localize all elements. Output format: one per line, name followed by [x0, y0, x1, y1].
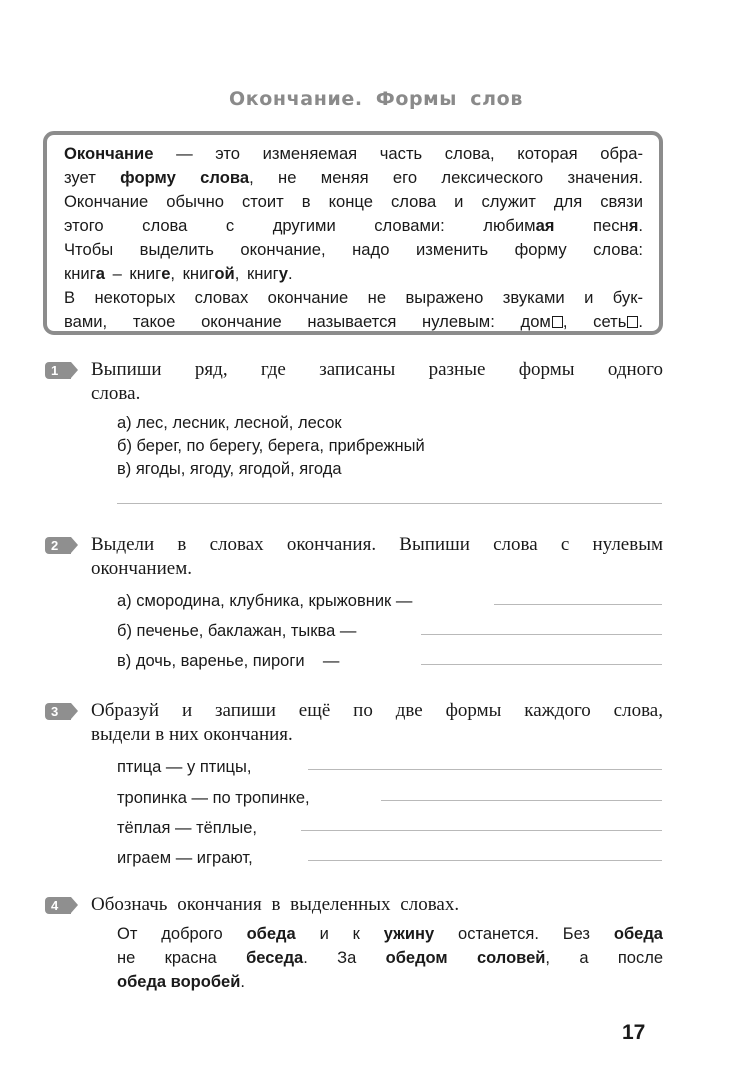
rule-box	[43, 131, 663, 335]
rule-text: , книг	[234, 264, 279, 283]
task-2-option-b: б) печенье, баклажан, тыква —	[117, 622, 357, 640]
rule-text: , сеть	[562, 312, 627, 331]
rule-line-4	[64, 214, 643, 238]
proverb-text: .	[240, 973, 245, 991]
rule-text: песн	[554, 216, 629, 235]
task-1-text-line-1: Выпиши ряд, где записаны разные формы одного	[91, 359, 663, 380]
task-3-row-4: играем — играют,	[117, 849, 253, 867]
task-2-answer-line-b[interactable]	[421, 634, 662, 635]
proverb-text: останется. Без	[434, 925, 614, 943]
rule-text: этого слова с другими словами: любим	[64, 216, 536, 235]
highlighted-word: обеда воробей	[117, 973, 241, 991]
rule-text: .	[638, 216, 643, 235]
task-3-badge	[45, 703, 71, 720]
rule-ending: ой	[214, 264, 235, 283]
task-2-answer-line-c[interactable]	[421, 664, 662, 665]
task-3-answer-line-1[interactable]	[308, 769, 662, 770]
highlighted-word: обеда	[246, 925, 296, 943]
task-2-badge	[45, 537, 71, 554]
rule-term: форму слова	[120, 168, 250, 187]
highlighted-word: обеда	[613, 925, 663, 943]
rule-line-7: В некоторых словах окончание не выражено звуками и бук-	[64, 288, 643, 307]
proverb-text: . За	[303, 949, 386, 967]
task-3-text-line-2: выдели в них окончания.	[91, 724, 293, 745]
task-2-text-line-1: Выдели в словах окончания. Выпиши слова с нулевым	[91, 534, 663, 555]
task-2-option-a: а) смородина, клубника, крыжовник —	[117, 592, 413, 610]
proverb-text: , а после	[545, 949, 663, 967]
rule-line-5: Чтобы выделить окончание, надо изменить форму слова:	[64, 240, 643, 259]
rule-text: – книг	[104, 264, 162, 283]
rule-text: , не меняя его лексического значения.	[249, 168, 644, 187]
proverb-text: и к	[295, 925, 384, 943]
rule-text: книг	[64, 264, 96, 283]
task-4-text-line-1: Обозначь окончания в выделенных словах.	[91, 894, 460, 915]
rule-ending: я	[628, 216, 639, 235]
rule-ending: у	[278, 264, 288, 283]
rule-text: вами, такое окончание называется нулевым: дом	[64, 312, 551, 331]
task-1-answer-line[interactable]	[117, 503, 662, 504]
zero-ending-box	[627, 316, 638, 328]
task-3-row-2: тропинка — по тропинке,	[117, 789, 310, 807]
proverb-text: не красна	[117, 949, 247, 967]
proverb-line-1	[117, 922, 663, 946]
task-1-number: 1	[51, 363, 59, 378]
task-2-number: 2	[51, 538, 59, 553]
rule-line-6	[64, 262, 643, 286]
highlighted-word: беседа	[246, 949, 304, 967]
proverb-text: От доброго	[117, 925, 247, 943]
task-2-option-c: в) дочь, варенье, пироги —	[117, 652, 340, 670]
task-1-badge	[45, 362, 71, 379]
rule-text: зует	[64, 168, 121, 187]
highlighted-word: обедом соловей	[385, 949, 546, 967]
rule-ending: ая	[535, 216, 555, 235]
task-2-text-line-2: окончанием.	[91, 558, 192, 579]
task-3-row-3: тёплая — тёплые,	[117, 819, 257, 837]
rule-text: — это изменяемая часть слова, которая обра-	[153, 144, 643, 163]
rule-text: , книг	[170, 264, 215, 283]
task-3-answer-line-4[interactable]	[308, 860, 662, 861]
task-3-text-line-1: Образуй и запиши ещё по две формы каждого слова,	[91, 700, 663, 721]
rule-line-2	[64, 166, 643, 190]
highlighted-word: ужину	[383, 925, 435, 943]
task-1-text-line-2: слова.	[91, 383, 141, 404]
proverb-line-2	[117, 946, 663, 970]
task-1-option-b: б) берег, по берегу, берега, прибрежный	[117, 437, 425, 455]
task-4-number: 4	[51, 898, 59, 913]
proverb-line-3	[117, 970, 663, 994]
rule-ending: а	[95, 264, 105, 283]
rule-line-3: Окончание обычно стоит в конце слова и служит для связи	[64, 192, 643, 211]
rule-term: Окончание	[64, 144, 154, 163]
page-title: Окончание. Формы слов	[229, 88, 523, 110]
rule-line-8	[64, 310, 643, 334]
task-3-row-1: птица — у птицы,	[117, 758, 252, 776]
rule-text: .	[287, 264, 293, 283]
task-3-answer-line-3[interactable]	[301, 830, 662, 831]
task-4-badge	[45, 897, 71, 914]
rule-ending: е	[161, 264, 171, 283]
rule-line-1	[64, 142, 643, 166]
zero-ending-box	[552, 316, 563, 328]
task-2-answer-line-a[interactable]	[494, 604, 662, 605]
task-1-option-a: а) лес, лесник, лесной, лесок	[117, 414, 342, 432]
task-3-number: 3	[51, 704, 59, 719]
task-3-answer-line-2[interactable]	[381, 800, 662, 801]
rule-text: .	[638, 312, 643, 331]
task-1-option-c: в) ягоды, ягоду, ягодой, ягода	[117, 460, 342, 478]
page-number: 17	[622, 1021, 646, 1044]
